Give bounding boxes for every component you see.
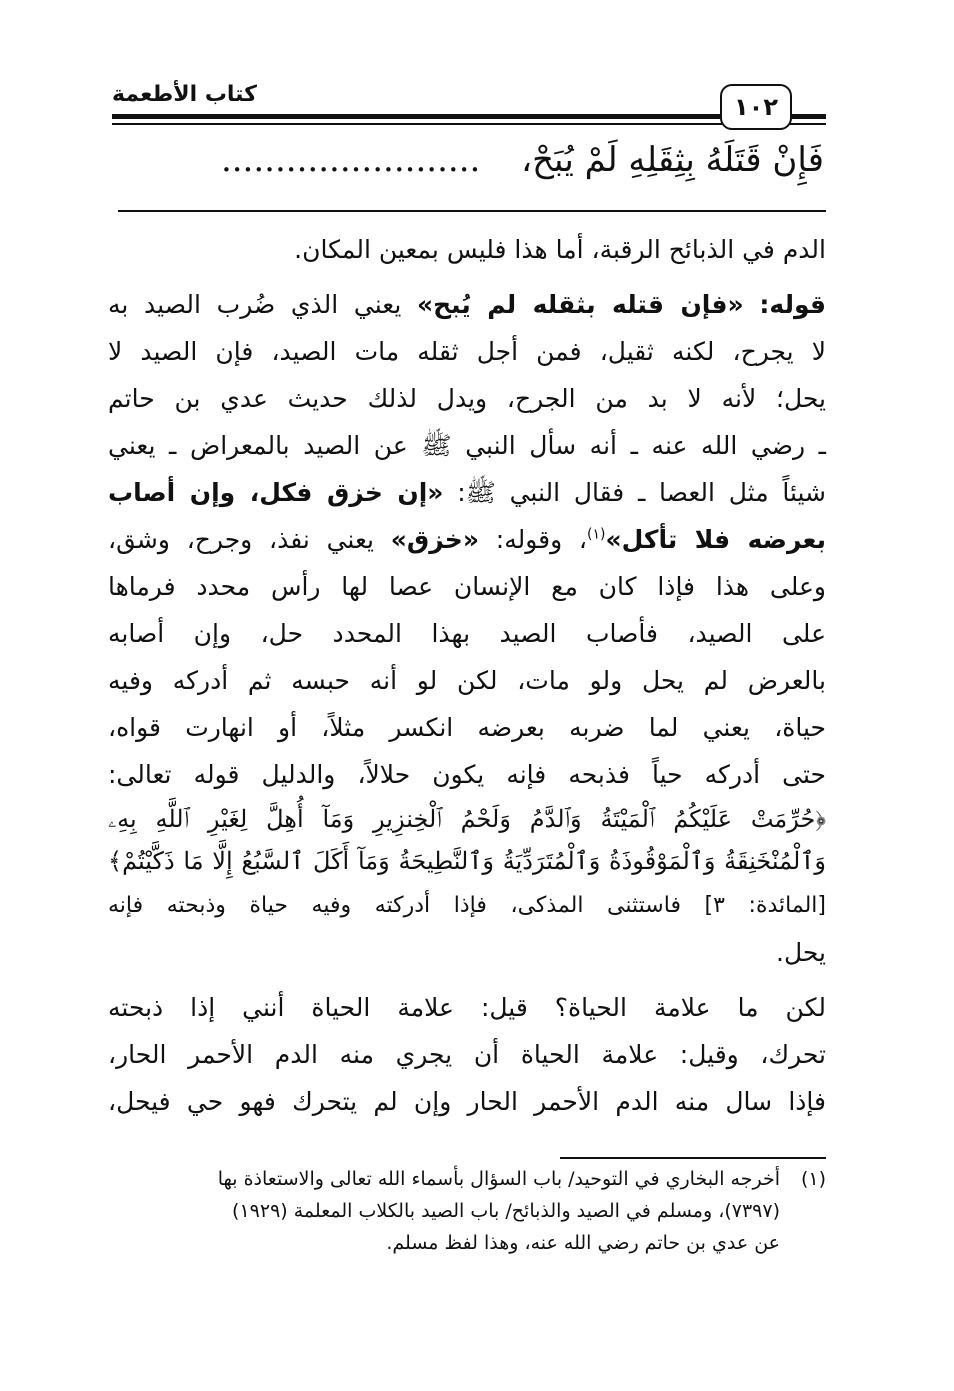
qawluhu-label: قوله: — [759, 290, 826, 319]
quran-verse-line: ﴿حُرِّمَتْ عَلَيْكُمُ ٱلْمَيْتَةُ وَٱلدَّمُ وَلَحْمُ ٱلْخِنزِيرِ وَمَآ أُهِلَّ لِغَيْرِ ٱللَّهِ بِهِۦ — [108, 805, 826, 833]
paragraph-2-line: يحل. — [776, 938, 826, 967]
matn-text: فَإِنْ قَتَلَهُ بِثِقَلِهِ لَمْ يُبَحْ، — [521, 140, 824, 180]
footnote-line — [110, 1163, 826, 1195]
header-rule-right-thick — [788, 114, 826, 119]
paragraph-2-line: على الصيد، فأصاب الصيد بهذا المحدد حل، وإن أصابه — [108, 619, 826, 648]
footnote-number: (١) — [800, 1168, 826, 1190]
paragraph-2-line: [المائدة: ٣] فاستثنى المذكى، فإذا أدركته وفيه حياة وذبحته فإنه — [108, 893, 826, 918]
paragraph-2-line — [108, 281, 826, 328]
paragraph-3-line: لكن ما علامة الحياة؟ قيل: علامة الحياة أنني إذا ذبحته — [108, 993, 826, 1022]
matn-quote: «فإن قتله بثقله لم يُبح» — [416, 290, 744, 319]
footnote-separator — [560, 1157, 826, 1159]
footnote — [110, 1163, 826, 1259]
hadith-quote: بعرضه فلا تأكل» — [605, 525, 826, 554]
paragraph-2-line: حياة، يعني لما ضربه بعرضه انكسر مثلاً، أو انهارت قواه، — [108, 713, 826, 742]
matn-separator — [118, 210, 826, 212]
matn-line — [124, 140, 824, 180]
header-rule-left-thin — [112, 123, 722, 125]
footnote-line — [110, 1227, 826, 1259]
hadith-quote: «إن خزق فكل، وإن أصاب — [108, 478, 444, 507]
paragraph-gap — [108, 976, 826, 984]
paragraph-2-line: لا يجرح، لكنه ثقيل، فمن أجل ثقله مات الصيد، فإن الصيد لا — [108, 337, 826, 366]
text-run: يعني الذي ضُرب الصيد به — [108, 290, 402, 319]
word-quote: «خزق» — [390, 525, 479, 554]
paragraph-2-line: وعلى هذا فإذا كان مع الإنسان عصا لها رأس محدد فرماها — [108, 572, 826, 601]
footnote-text: أخرجه البخاري في التوحيد/ باب السؤال بأسماء الله تعالى والاستعاذة بها — [217, 1168, 780, 1190]
footnote-text: عن عدي بن حاتم رضي الله عنه، وهذا لفظ مسلم. — [386, 1232, 780, 1254]
commentary-body — [108, 226, 826, 1125]
text-run: ، وقوله: — [495, 525, 587, 554]
paragraph-2-line — [108, 516, 826, 563]
paragraph-1-line: الدم في الذبائح الرقبة، أما هذا فليس بمعين المكان. — [294, 235, 826, 264]
paragraph-2-line — [108, 469, 826, 516]
page-number-box — [720, 84, 792, 130]
book-title: كتاب الأطعمة — [112, 82, 257, 107]
matn-dots: ........................ — [220, 140, 481, 180]
paragraph-3-line: فإذا سال منه الدم الأحمر الحار وإن لم يتحرك فهو حي فيحل، — [108, 1087, 826, 1116]
paragraph-2-line: يحل؛ لأنه لا بد من الجرح، ويدل لذلك حديث عدي بن حاتم — [108, 384, 826, 413]
paragraph-2-line: بالعرض لم يحل ولو مات، لكن لو أنه حبسه ثم أدركه وفيه — [108, 666, 826, 695]
footnote-ref[interactable]: (١) — [586, 526, 606, 543]
paragraph-2-line: حتى أدركه حياً فذبحه فإنه يكون حلالاً، والدليل قوله تعالى: — [108, 760, 826, 789]
footnote-text: (٧٣٩٧)، ومسلم في الصيد والذبائح/ باب الصيد بالكلاب المعلمة (١٩٢٩) — [232, 1200, 780, 1222]
text-run: يعني نفذ، وجرح، وشق، — [108, 525, 374, 554]
page-number: ١٠٢ — [734, 93, 778, 121]
paragraph-2-line: ـ رضي الله عنه ـ أنه سأل النبي ﷺ عن الصيد بالمعراض ـ يعني — [108, 431, 826, 460]
quran-verse-line: وَٱلْمُنْخَنِقَةُ وَٱلْمَوْقُوذَةُ وَٱلْمُتَرَدِّيَةُ وَٱلنَّطِيحَةُ وَمَآ أَكَلَ ٱلسَّبُعُ إِلَّا مَا ذَكَّيْتُمْ﴾ — [108, 847, 826, 875]
paragraph-3-line: تحرك، وقيل: علامة الحياة أن يجري منه الدم الأحمر الحار، — [108, 1040, 826, 1069]
header-rule-right-thin — [788, 123, 826, 125]
text-run: شيئاً مثل العصا ـ فقال النبي ﷺ: — [457, 478, 826, 507]
footnote-line — [110, 1195, 826, 1227]
paragraph-gap — [108, 273, 826, 281]
header-rule-left-thick — [112, 114, 722, 119]
